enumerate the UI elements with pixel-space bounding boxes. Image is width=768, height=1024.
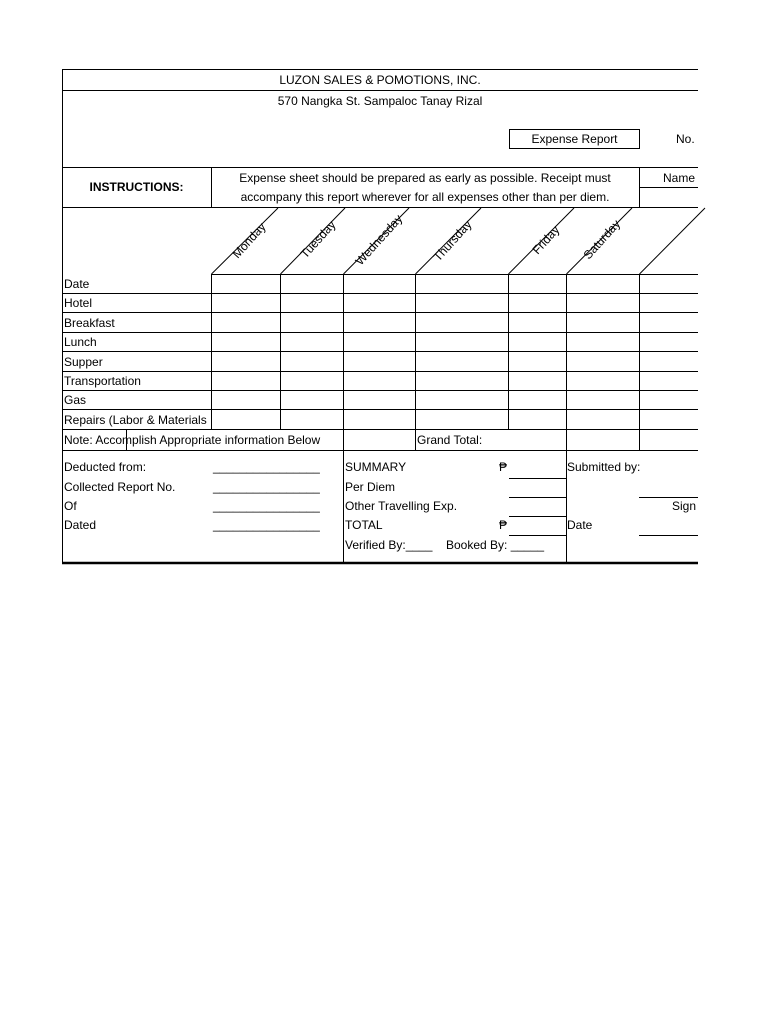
per-diem-label: Per Diem xyxy=(345,480,396,494)
dated-blank[interactable]: ________________ xyxy=(213,518,320,532)
company-name: LUZON SALES & POMOTIONS, INC. xyxy=(279,73,481,87)
total-label: TOTAL xyxy=(345,518,383,532)
instructions-line-1: Expense sheet should be prepared as early as possible. Receipt must xyxy=(239,171,611,185)
grand-total-label: Grand Total: xyxy=(417,433,483,447)
row-label-breakfast: Breakfast xyxy=(64,316,115,330)
summary-currency-peso: ₱ xyxy=(499,460,508,474)
deducted-from-label: Deducted from: xyxy=(64,460,147,474)
day-saturday: Saturday xyxy=(580,216,624,262)
row-label-date: Date xyxy=(64,277,90,291)
of-blank[interactable]: ________________ xyxy=(213,499,320,513)
verified-by-label: Verified By:____ xyxy=(345,538,433,552)
booked-by-label: Booked By: _____ xyxy=(446,538,545,552)
date-label: Date xyxy=(567,518,593,532)
report-title: Expense Report xyxy=(531,132,618,146)
name-label: Name xyxy=(663,171,696,185)
instructions-label: INSTRUCTIONS: xyxy=(89,180,184,194)
instructions-line-2: accompany this report wherever for all expenses other than per diem. xyxy=(240,190,610,204)
day-friday: Friday xyxy=(529,222,563,257)
deducted-from-blank[interactable]: ________________ xyxy=(213,460,320,474)
row-label-repairs: Repairs (Labor & Materials xyxy=(64,413,207,427)
row-label-lunch: Lunch xyxy=(64,335,97,349)
day-thursday: Thursday xyxy=(430,217,475,264)
note-text: Note: Accomplish Appropriate information Below xyxy=(64,433,321,447)
collected-report-no-blank[interactable]: ________________ xyxy=(213,480,320,494)
day-wednesday: Wednesday xyxy=(352,211,406,268)
report-number-label: No. xyxy=(676,132,695,146)
row-label-hotel: Hotel xyxy=(64,296,93,310)
day-tuesday: Tuesday xyxy=(297,217,339,261)
submitted-by-label: Submitted by: xyxy=(567,460,641,474)
company-address: 570 Nangka St. Sampaloc Tanay Rizal xyxy=(277,94,483,108)
of-label: Of xyxy=(64,499,77,513)
total-currency-peso: ₱ xyxy=(499,518,508,532)
summary-label: SUMMARY xyxy=(345,460,407,474)
row-label-supper: Supper xyxy=(64,355,103,369)
signature-label: Sign xyxy=(672,499,697,513)
collected-report-no-label: Collected Report No. xyxy=(64,480,176,494)
row-label-gas: Gas xyxy=(64,393,87,407)
dated-label: Dated xyxy=(64,518,97,532)
row-label-transportation: Transportation xyxy=(64,374,141,388)
other-travelling-label: Other Travelling Exp. xyxy=(345,499,458,513)
day-monday: Monday xyxy=(229,219,269,261)
